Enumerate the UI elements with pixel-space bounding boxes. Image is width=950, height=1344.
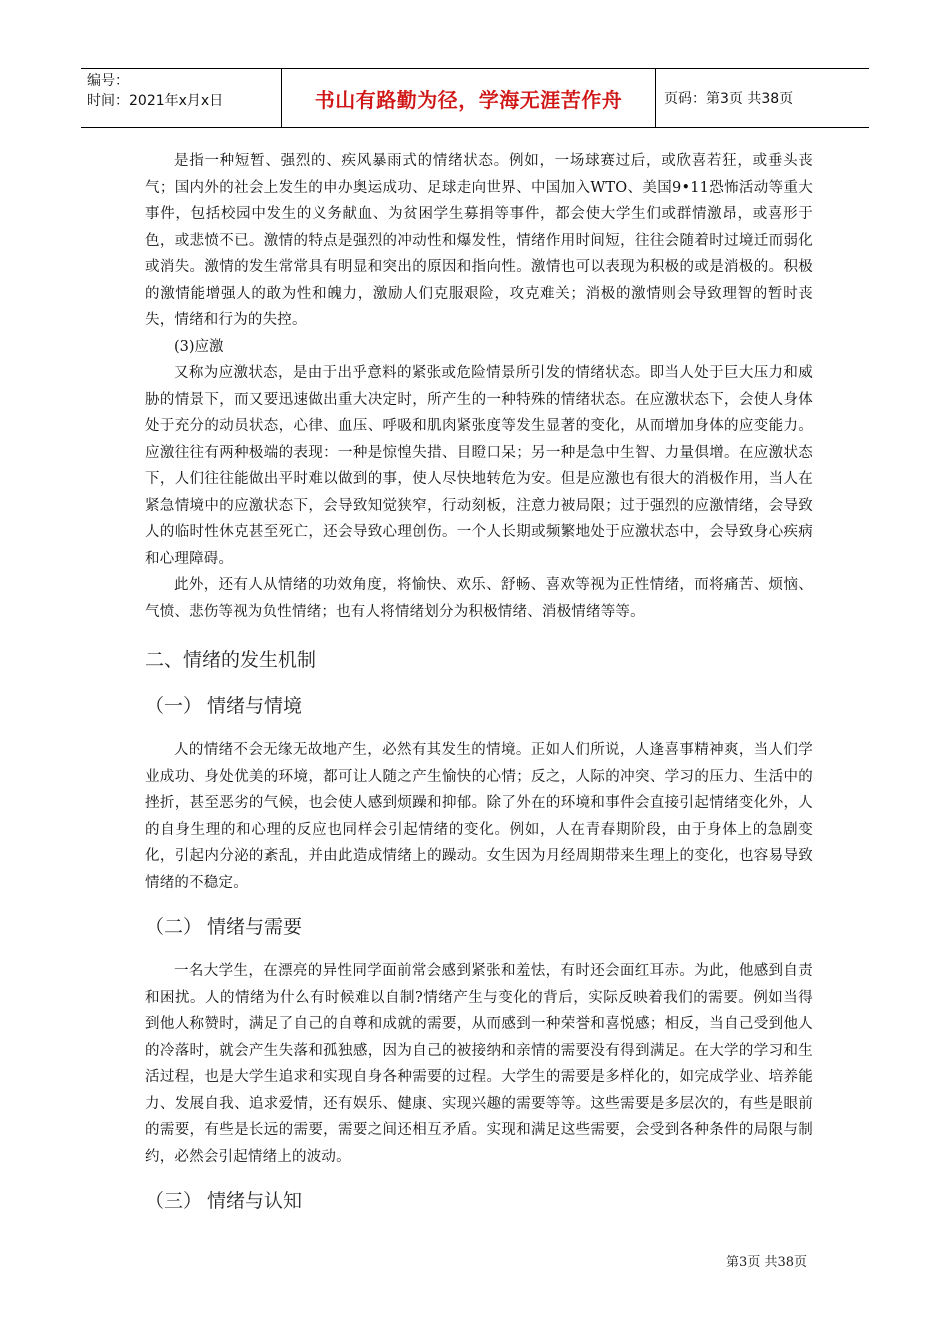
subheading-stress: (3)应激 <box>174 338 224 355</box>
header-motto: 书山有路勤为径，学海无涯苦作舟 <box>282 69 656 127</box>
paragraph-emotion-valence: 此外，还有人从情绪的功效角度，将愉快、欢乐、舒畅、喜欢等视为正性情绪，而将痛苦、烦恼、气愤、悲伤等视为负性情绪；也有人将情绪划分为积极情绪、消极情绪等等。 <box>145 577 813 620</box>
section-title-emotion-mechanism: 二、情绪的发生机制 <box>145 649 317 671</box>
heading-number: （二） <box>145 916 203 938</box>
heading-emotion-and-needs <box>145 912 813 942</box>
header-page-info: 页码：第3页 共38页 <box>664 91 794 107</box>
heading-emotion-and-situation <box>145 691 813 721</box>
page-footer: 第3页 共38页 <box>726 1255 807 1270</box>
paragraph-needs: 一名大学生，在漂亮的异性同学面前常会感到紧张和羞怯，有时还会面红耳赤。为此，他感到自责和困扰。人的情绪为什么有时候难以自制?情绪产生与变化的背后，实际反映着我们的需要。例如当得到他人称赞时，满足了自己的自尊和成就的需要，从而感到一种荣誉和喜悦感；相反，当自己受到他人的冷落时，就会产生失落和孤独感，因为自己的被接纳和亲情的需要没有得到满足。在大学的学习和生活过程，也是大学生追求和实现自身各种需要的过程。大学生的需要是多样化的，如完成学业、培养能力、发展自我、追求爱情，还有娱乐、健康、实现兴趣的需要等等。这些需要是多层次的，有些是眼前的需要，有些是长远的需要，需要之间还相互矛盾。实现和满足这些需要，会受到各种条件的局限与制约，必然会引起情绪上的波动。 <box>145 963 813 1165</box>
heading-number: （一） <box>145 695 203 717</box>
document-number-label: 编号： <box>87 73 129 89</box>
page-header <box>81 68 869 128</box>
heading-number: （三） <box>145 1190 203 1212</box>
heading-text: 情绪与需要 <box>207 916 303 938</box>
paragraph-stress: 又称为应激状态，是由于出乎意料的紧张或危险情景所引发的情绪状态。即当人处于巨大压力和威胁的情景下，而又要迅速做出重大决定时，所产生的一种特殊的情绪状态。在应激状态下，会使人身体处于充分的动员状态，心律、血压、呼吸和肌肉紧张度等发生显著的变化，从而增加身体的应变能力。应激往往有两种极端的表现：一种是惊惶失措、目瞪口呆；另一种是急中生智、力量倶增。在应激状态下，人们往往能做出平时难以做到的事，使人尽快地转危为安。但是应激也有很大的消极作用，当人在紧急情境中的应激状态下，会导致知觉狭窄，行动刻板，注意力被局限；过于强烈的应激情绪，会导致人的临时性休克甚至死亡，还会导致心理创伤。一个人长期或频繁地处于应激状态中，会导致身心疾病和心理障碍。 <box>145 365 813 567</box>
paragraph-passion: 是指一种短暂、强烈的、疾风暴雨式的情绪状态。例如，一场球赛过后，或欣喜若狂，或垂头丧气；国内外的社会上发生的申办奥运成功、足球走向世界、中国加入WTO、美国9•11恐怖活动等重大事件，包括校园中发生的义务献血、为贫困学生募捐等事件，都会使大学生们或群情激昂，或喜形于色，或悲愤不已。激情的特点是强烈的冲动性和爆发性，情绪作用时间短，往往会随着时过境迁而弱化或消失。激情的发生常常具有明显和突出的原因和指向性。激情也可以表现为积极的或是消极的。积极的激情能增强人的敢为性和魄力，激励人们克服艰险，攻克难关；消极的激情则会导致理智的暂时丧失，情绪和行为的失控。 <box>145 153 813 328</box>
paragraph-situation: 人的情绪不会无缘无故地产生，必然有其发生的情境。正如人们所说，人逢喜事精神爽，当人们学业成功、身处优美的环境，都可让人随之产生愉快的心情；反之，人际的冲突、学习的压力、生活中的挫折，甚至恶劣的气候，也会使人感到烦躁和抑郁。除了外在的环境和事件会直接引起情绪变化外，人的自身生理的和心理的反应也同样会引起情绪的变化。例如，人在青春期阶段，由于身体上的急剧变化，引起内分泌的紊乱，并由此造成情绪上的躁动。女生因为月经周期带来生理上的变化，也容易导致情绪的不稳定。 <box>145 742 813 891</box>
heading-text: 情绪与情境 <box>207 695 303 717</box>
document-body <box>145 148 813 1232</box>
header-meta-cell <box>81 69 282 127</box>
heading-emotion-and-cognition <box>145 1186 813 1216</box>
document-date-label: 时间：2021年x月x日 <box>87 93 224 109</box>
heading-text: 情绪与认知 <box>207 1190 303 1212</box>
